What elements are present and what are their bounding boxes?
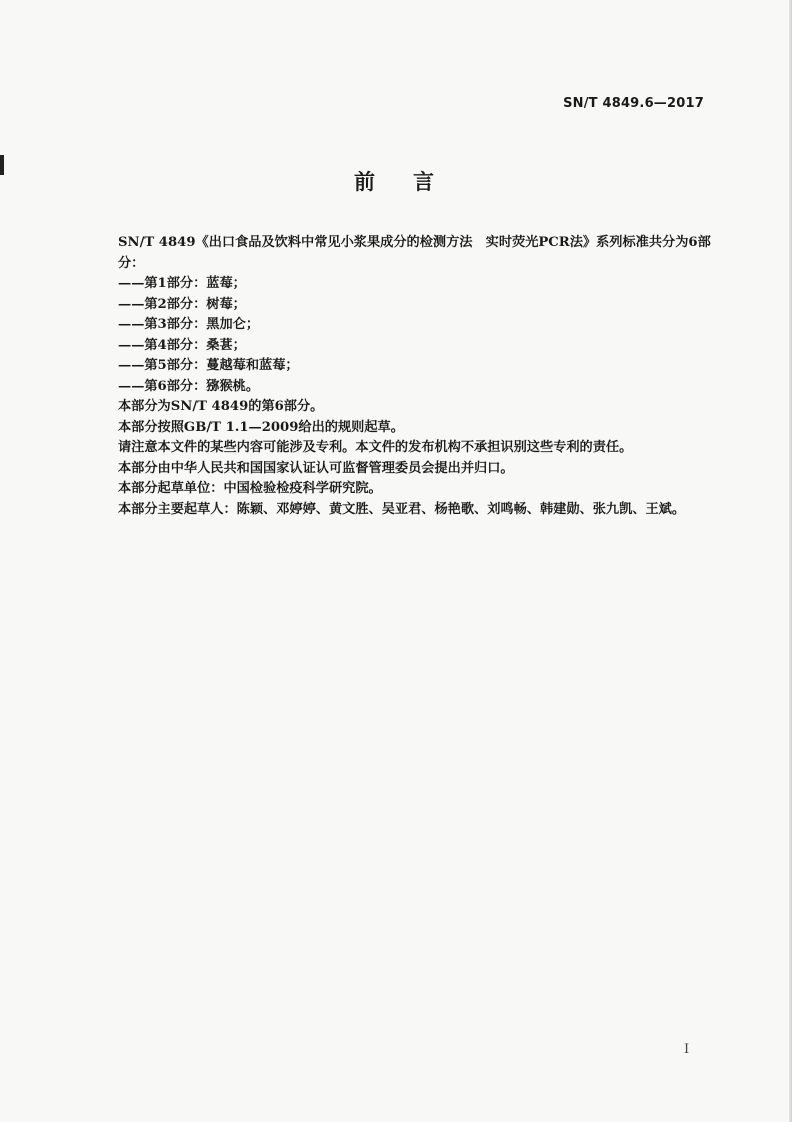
intro-paragraph: SN/T 4849《出口食品及饮料中常见小浆果成分的检测方法 实时荧光PCR法》系列标准共分为6部分： [118, 235, 711, 271]
title-char-2: 言 [413, 170, 438, 194]
paragraph: 本部分为SN/T 4849的第6部分。 [118, 399, 324, 414]
paragraph: 本部分主要起草人：陈颖、邓婷婷、黄文胜、吴亚君、杨艳歌、刘鸣畅、韩建勋、张九凯、王斌。 [118, 501, 686, 517]
title-char-1: 前 [354, 170, 379, 194]
part-list-item: ——第2部分：树莓； [118, 296, 246, 312]
paragraph: 本部分由中华人民共和国国家认证认可监督管理委员会提出并归口。 [118, 460, 514, 476]
preface-body [90, 233, 714, 520]
page-title [0, 166, 792, 196]
paragraph: 本部分按照GB/T 1.1—2009给出的规则起草。 [118, 419, 404, 435]
page-number: I [684, 1042, 690, 1057]
part-list-item: ——第3部分：黑加仑； [118, 317, 260, 332]
paragraph: 请注意本文件的某些内容可能涉及专利。本文件的发布机构不承担识别这些专利的责任。 [118, 440, 633, 455]
part-list-item: ——第5部分：蔓越莓和蓝莓； [118, 358, 299, 373]
part-list-item: ——第6部分：猕猴桃。 [118, 378, 260, 394]
standard-code: SN/T 4849.6—2017 [563, 96, 704, 111]
part-list-item: ——第1部分：蓝莓； [118, 276, 246, 291]
paragraph: 本部分起草单位：中国检验检疫科学研究院。 [118, 481, 382, 496]
part-list-item: ——第4部分：桑葚； [118, 337, 246, 353]
